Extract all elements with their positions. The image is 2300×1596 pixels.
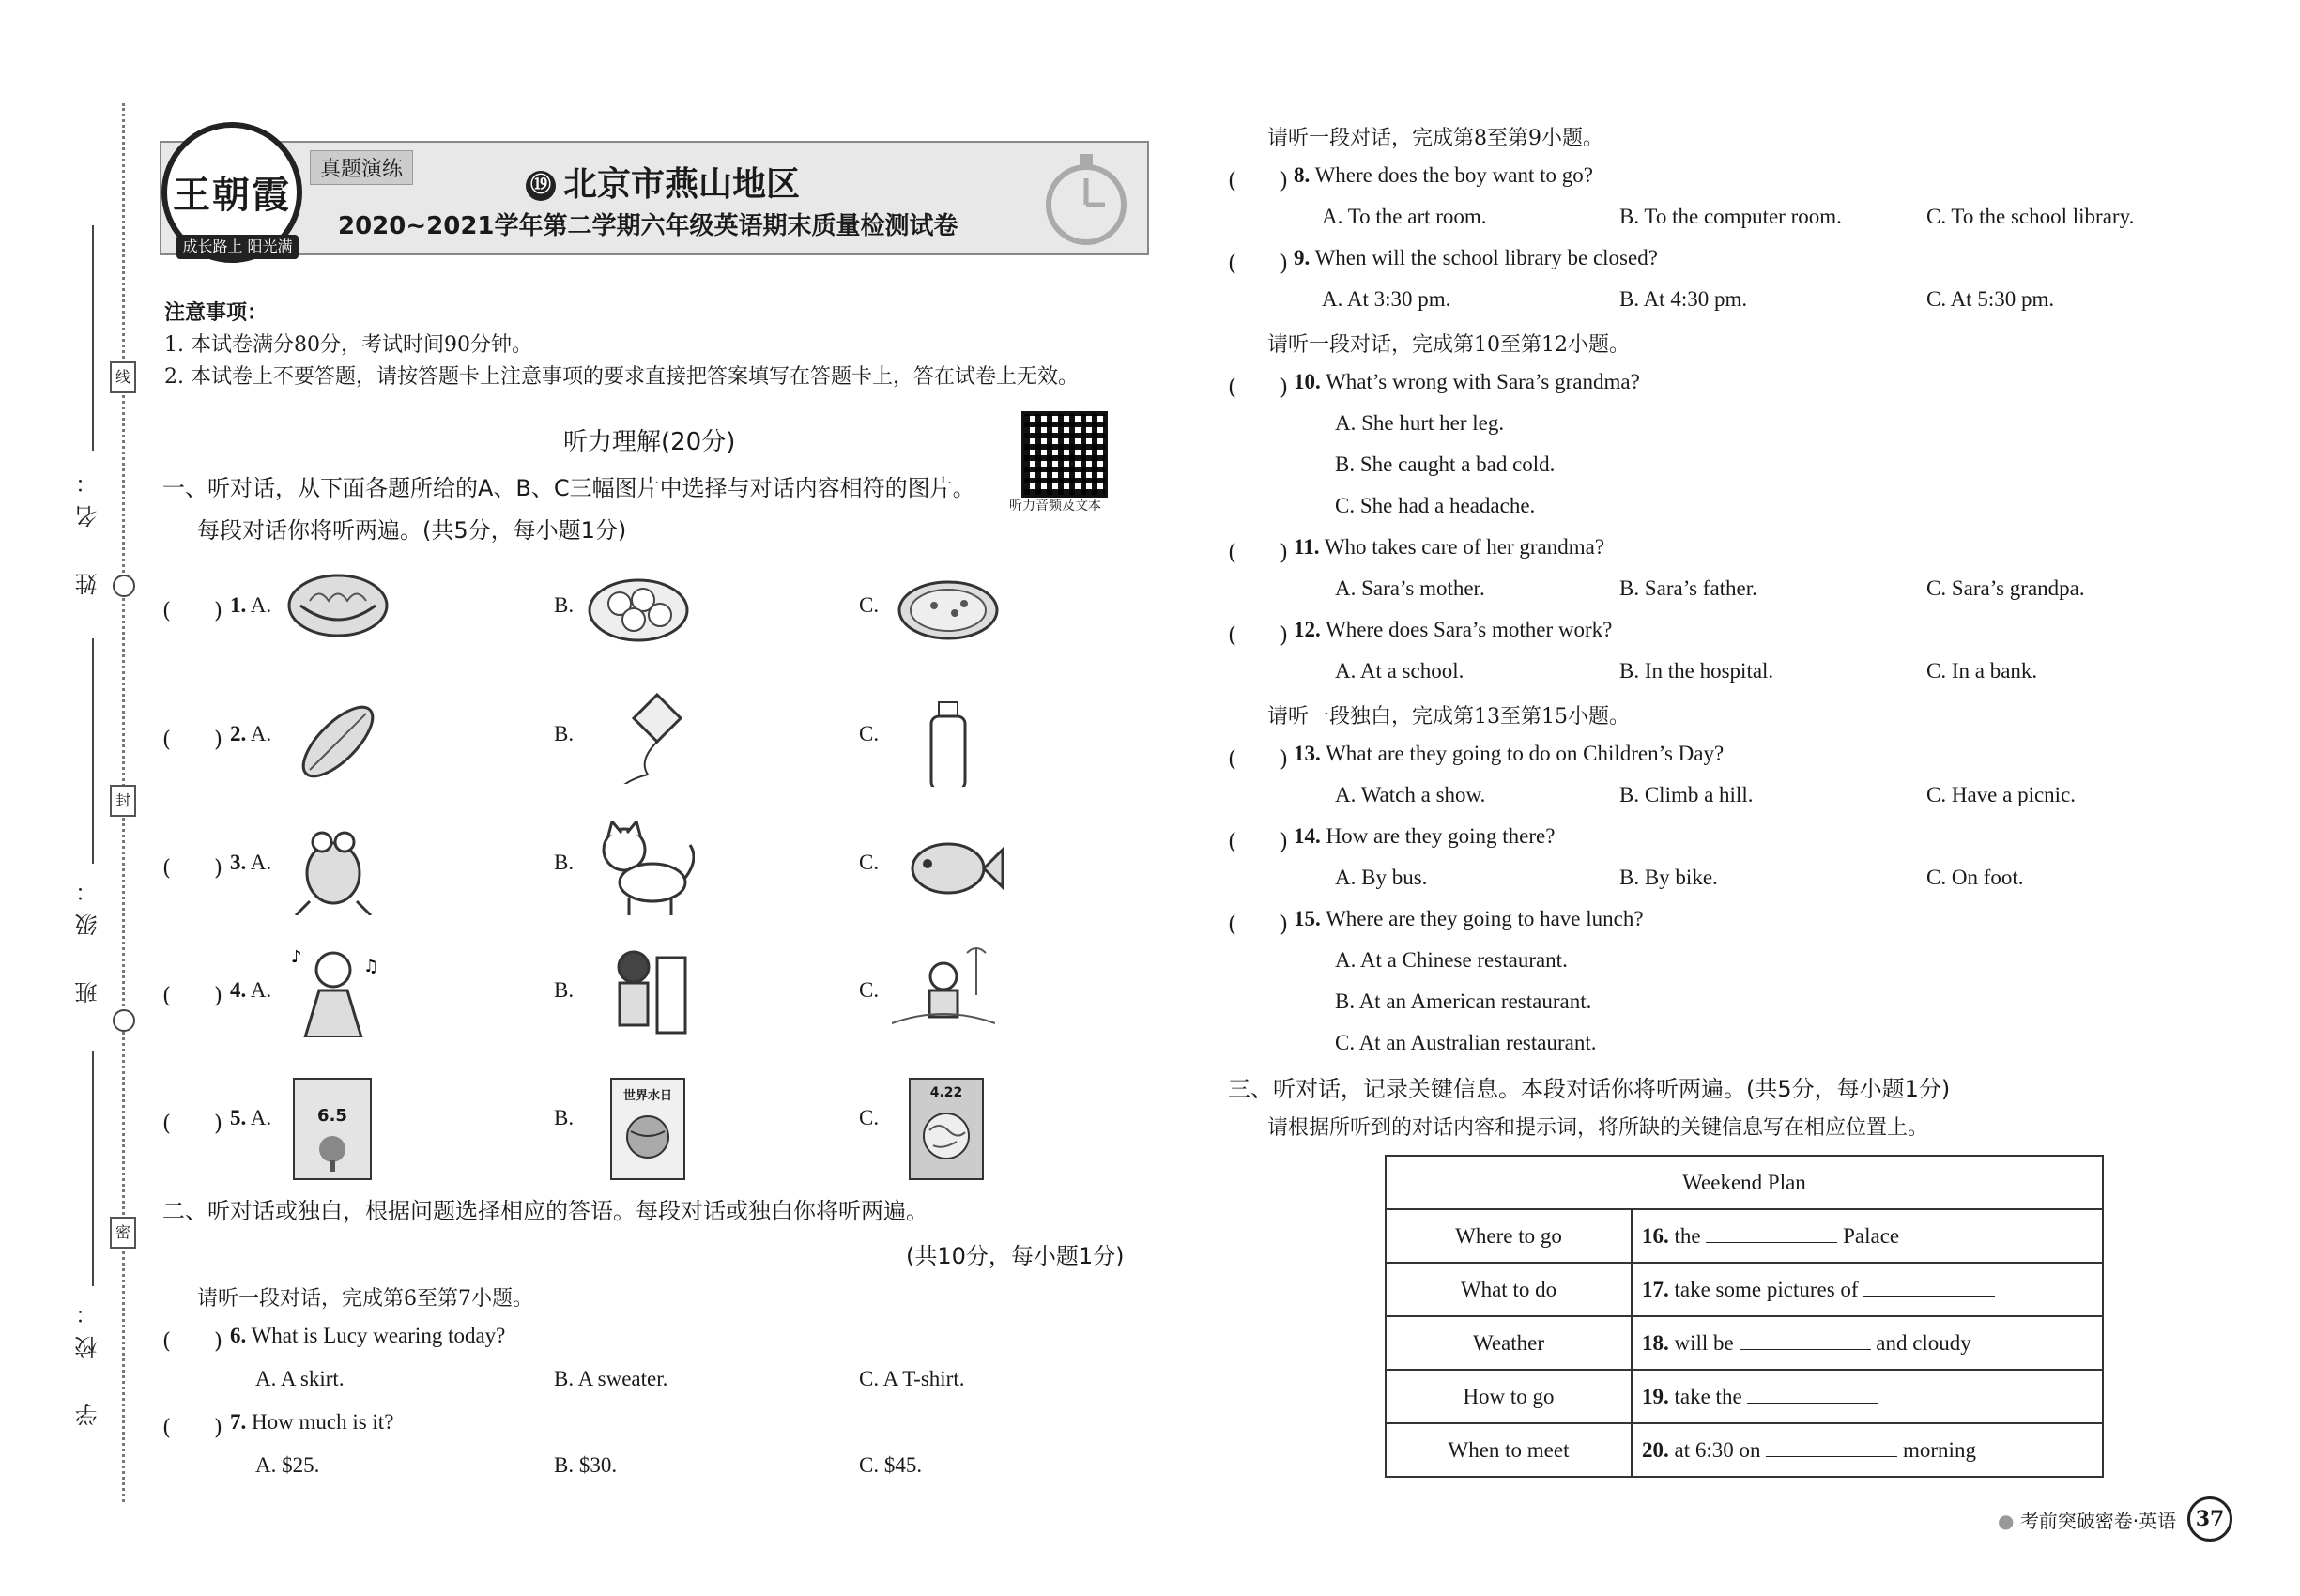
name-label: 姓 名： (75, 460, 101, 595)
listening-title: 听力理解(20分) (563, 428, 736, 456)
option-b: B. (554, 851, 575, 874)
row-content: 20. at 6:30 on morning (1632, 1423, 2103, 1477)
binding-hole-bottom (113, 1009, 135, 1032)
answer-paren[interactable]: ( ) (1228, 169, 1288, 193)
cat-image (591, 821, 695, 915)
answer-blank[interactable] (1863, 1279, 1995, 1297)
notes-heading: 注意事项： (164, 301, 268, 325)
answer-paren[interactable]: ( ) (162, 599, 222, 623)
q13-option-a: A. Watch a show. (1335, 783, 1486, 806)
q14-option-a: A. By bus. (1335, 866, 1428, 889)
q6-option-a: A. A skirt. (255, 1367, 345, 1390)
answer-blank[interactable] (1706, 1225, 1837, 1243)
poster-date-c: 4.22 (929, 1085, 963, 1100)
school-blank-line (92, 1051, 94, 1286)
intro-10-12: 请听一段对话，完成第10至第12小题。 (1267, 333, 1630, 357)
part2-score: (共10分，每小题1分) (906, 1243, 1125, 1269)
exam-title-text: 北京市燕山地区 (563, 165, 801, 204)
stopwatch-icon (1035, 146, 1138, 250)
exam-title (526, 158, 800, 206)
school-label: 学 校： (75, 1291, 101, 1426)
exam-number-badge: ⑲ (526, 171, 556, 201)
seal-mark-line: 线 (110, 361, 136, 393)
q8-option-c: C. To the school library. (1926, 205, 2135, 228)
option-b: B. (554, 978, 575, 1002)
q8-option-a: A. To the art room. (1322, 205, 1487, 228)
q7-option-b: B. $30. (554, 1453, 618, 1477)
q10-option-b: B. She caught a bad cold. (1335, 453, 1556, 476)
q9-option-b: B. At 4:30 pm. (1619, 287, 1748, 311)
globe-icon (623, 1113, 672, 1161)
poster-title-b: 世界水日 (622, 1089, 672, 1103)
q6-option-c: C. A T-shirt. (859, 1367, 965, 1390)
option-c: C. (859, 1106, 880, 1129)
q8-option-b: B. To the computer room. (1619, 205, 1842, 228)
table-row (1386, 1370, 2103, 1423)
q14-option-b: B. By bike. (1619, 866, 1718, 889)
option-b: B. (554, 722, 575, 745)
table-row (1386, 1423, 2103, 1477)
dumplings-plate-image (587, 568, 690, 662)
row-content: 16. the Palace (1632, 1209, 2103, 1263)
q10-option-a: A. She hurt her leg. (1335, 411, 1505, 435)
option-c: C. (859, 851, 880, 874)
answer-blank[interactable] (1747, 1386, 1878, 1404)
notes-item-2: 2. 本试卷上不要答题，请按答题卡上注意事项的要求直接把答案填写在答题卡上，答在试卷上无效。 (164, 365, 1079, 389)
class-blank-line (92, 638, 94, 864)
q13-option-c: C. Have a picnic. (1926, 783, 2077, 806)
row-content: 17. take some pictures of (1632, 1263, 2103, 1316)
question-15: 15. Where are they going to have lunch? (1294, 907, 1644, 930)
name-blank-line (92, 225, 94, 451)
girl-painting-image (591, 944, 695, 1037)
row-label: Where to go (1386, 1209, 1632, 1263)
section-tag: 真题演练 (310, 150, 413, 185)
water-bottle-image (911, 693, 1014, 787)
question-9: 9. When will the school library be closed? (1294, 246, 1658, 269)
q12-option-c: C. In a bank. (1926, 659, 2038, 683)
qr-caption: 听力音频及文本 (1009, 499, 1101, 514)
question-8: 8. Where does the boy want to go? (1294, 163, 1593, 187)
q11-option-c: C. Sara’s grandpa. (1926, 576, 2085, 600)
svg-text:♪: ♪ (291, 947, 302, 967)
kite-image (587, 690, 690, 784)
water-day-poster (610, 1078, 685, 1180)
svg-text:♫: ♫ (363, 957, 379, 976)
intro-6-7: 请听一段对话，完成第6至第7小题。 (197, 1287, 533, 1311)
q11-option-a: A. Sara’s mother. (1335, 576, 1485, 600)
answer-paren[interactable]: ( ) (1228, 376, 1288, 400)
earth-day-poster (909, 1078, 984, 1180)
part1-instruction-2: 每段对话你将听两遍。(共5分，每小题1分) (197, 517, 627, 544)
option-c: C. (859, 722, 880, 745)
q12-option-a: A. At a school. (1335, 659, 1464, 683)
notes-item-1: 1. 本试卷满分80分，考试时间90分钟。 (164, 333, 532, 357)
option-c: C. (859, 978, 880, 1002)
q7-option-a: A. $25. (255, 1453, 320, 1477)
answer-blank[interactable] (1766, 1439, 1897, 1457)
question-13: 13. What are they going to do on Children’s Day? (1294, 742, 1725, 765)
q10-option-c: C. She had a headache. (1335, 494, 1536, 517)
girl-singing-image (286, 944, 390, 1037)
answer-paren[interactable]: ( ) (1228, 913, 1288, 937)
q15-option-b: B. At an American restaurant. (1335, 990, 1592, 1013)
fish-image (901, 821, 1004, 915)
question-12: 12. Where does Sara’s mother work? (1294, 618, 1613, 641)
question-2: 2. A. (230, 722, 272, 745)
q15-option-c: C. At an Australian restaurant. (1335, 1031, 1597, 1054)
seal-mark-seal: 封 (110, 785, 136, 817)
exam-subtitle: 2020~2021学年第二学期六年级英语期末质量检测试卷 (338, 212, 958, 240)
answer-paren[interactable]: ( ) (162, 728, 222, 752)
question-1: 1. A. (230, 593, 272, 617)
question-11: 11. Who takes care of her grandma? (1294, 535, 1605, 559)
question-6: 6. What is Lucy wearing today? (230, 1324, 506, 1347)
corn-image (286, 695, 390, 789)
question-10: 10. What’s wrong with Sara’s grandma? (1294, 370, 1640, 393)
part3-subinstruction: 请根据所听到的对话内容和提示词，将所缺的关键信息写在相应位置上。 (1267, 1116, 1929, 1140)
table-row (1386, 1263, 2103, 1316)
question-7: 7. How much is it? (230, 1410, 394, 1434)
part1-instruction: 一、听对话，从下面各题所给的A、B、C三幅图片中选择与对话内容相符的图片。 (162, 475, 975, 501)
row-label: What to do (1386, 1263, 1632, 1316)
q12-option-b: B. In the hospital. (1619, 659, 1774, 683)
page-number: 37 (2187, 1496, 2232, 1542)
footer-dot-icon: ● (1998, 1510, 2015, 1532)
answer-paren[interactable]: ( ) (162, 1416, 222, 1440)
answer-paren[interactable]: ( ) (162, 856, 222, 881)
table-row (1386, 1316, 2103, 1370)
frog-image (286, 821, 390, 915)
question-3: 3. A. (230, 851, 272, 874)
noodle-bowl-image (286, 563, 390, 657)
answer-paren[interactable]: ( ) (162, 1329, 222, 1354)
intro-13-15: 请听一段独白，完成第13至第15小题。 (1267, 705, 1630, 729)
class-label: 班 级： (75, 868, 101, 1004)
logo-slogan: 成长路上 阳光满天 (176, 235, 299, 259)
row-label: When to meet (1386, 1423, 1632, 1477)
seal-mark-secret: 密 (110, 1217, 136, 1249)
brand-logo: 王朝霞 (161, 122, 302, 263)
answer-paren[interactable]: ( ) (1228, 541, 1288, 565)
footer-label: ● 考前突破密卷·英语 (1998, 1510, 2177, 1532)
q11-option-b: B. Sara’s father. (1619, 576, 1757, 600)
binding-hole-top (113, 575, 135, 597)
q13-option-b: B. Climb a hill. (1619, 783, 1754, 806)
answer-paren[interactable]: ( ) (1228, 252, 1288, 276)
answer-paren[interactable]: ( ) (162, 1112, 222, 1136)
q7-option-c: C. $45. (859, 1453, 923, 1477)
poster-date-a: 6.5 (317, 1106, 347, 1126)
part2-instruction: 二、听对话或独白，根据问题选择相应的答语。每段对话或独白你将听两遍。 (162, 1198, 928, 1224)
question-5: 5. A. (230, 1106, 272, 1129)
environment-day-poster (293, 1078, 372, 1180)
option-b: B. (554, 1106, 575, 1129)
question-14: 14. How are they going there? (1294, 824, 1556, 848)
weekend-plan-table (1385, 1155, 2104, 1478)
question-4: 4. A. (230, 978, 272, 1002)
answer-paren[interactable]: ( ) (1228, 623, 1288, 648)
girl-on-beach-image (892, 944, 995, 1037)
intro-8-9: 请听一段对话，完成第8至第9小题。 (1267, 127, 1603, 150)
answer-paren[interactable]: ( ) (1228, 747, 1288, 772)
row-label: Weather (1386, 1316, 1632, 1370)
part3-instruction: 三、听对话，记录关键信息。本段对话你将听两遍。(共5分，每小题1分) (1228, 1076, 1951, 1102)
q15-option-a: A. At a Chinese restaurant. (1335, 948, 1568, 972)
row-label: How to go (1386, 1370, 1632, 1423)
qr-code[interactable] (1021, 411, 1108, 498)
row-content: 19. take the (1632, 1370, 2103, 1423)
q9-option-c: C. At 5:30 pm. (1926, 287, 2055, 311)
q14-option-c: C. On foot. (1926, 866, 2024, 889)
tree-icon (314, 1134, 351, 1172)
option-c: C. (859, 593, 880, 617)
table-title: Weekend Plan (1386, 1156, 2103, 1209)
row-content: 18. will be and cloudy (1632, 1316, 2103, 1370)
earth-icon (920, 1110, 973, 1162)
pizza-image (897, 568, 1000, 662)
q9-option-a: A. At 3:30 pm. (1322, 287, 1451, 311)
q6-option-b: B. A sweater. (554, 1367, 668, 1390)
table-row (1386, 1209, 2103, 1263)
answer-paren[interactable]: ( ) (162, 984, 222, 1008)
answer-blank[interactable] (1740, 1332, 1871, 1350)
answer-paren[interactable]: ( ) (1228, 830, 1288, 854)
option-b: B. (554, 593, 575, 617)
